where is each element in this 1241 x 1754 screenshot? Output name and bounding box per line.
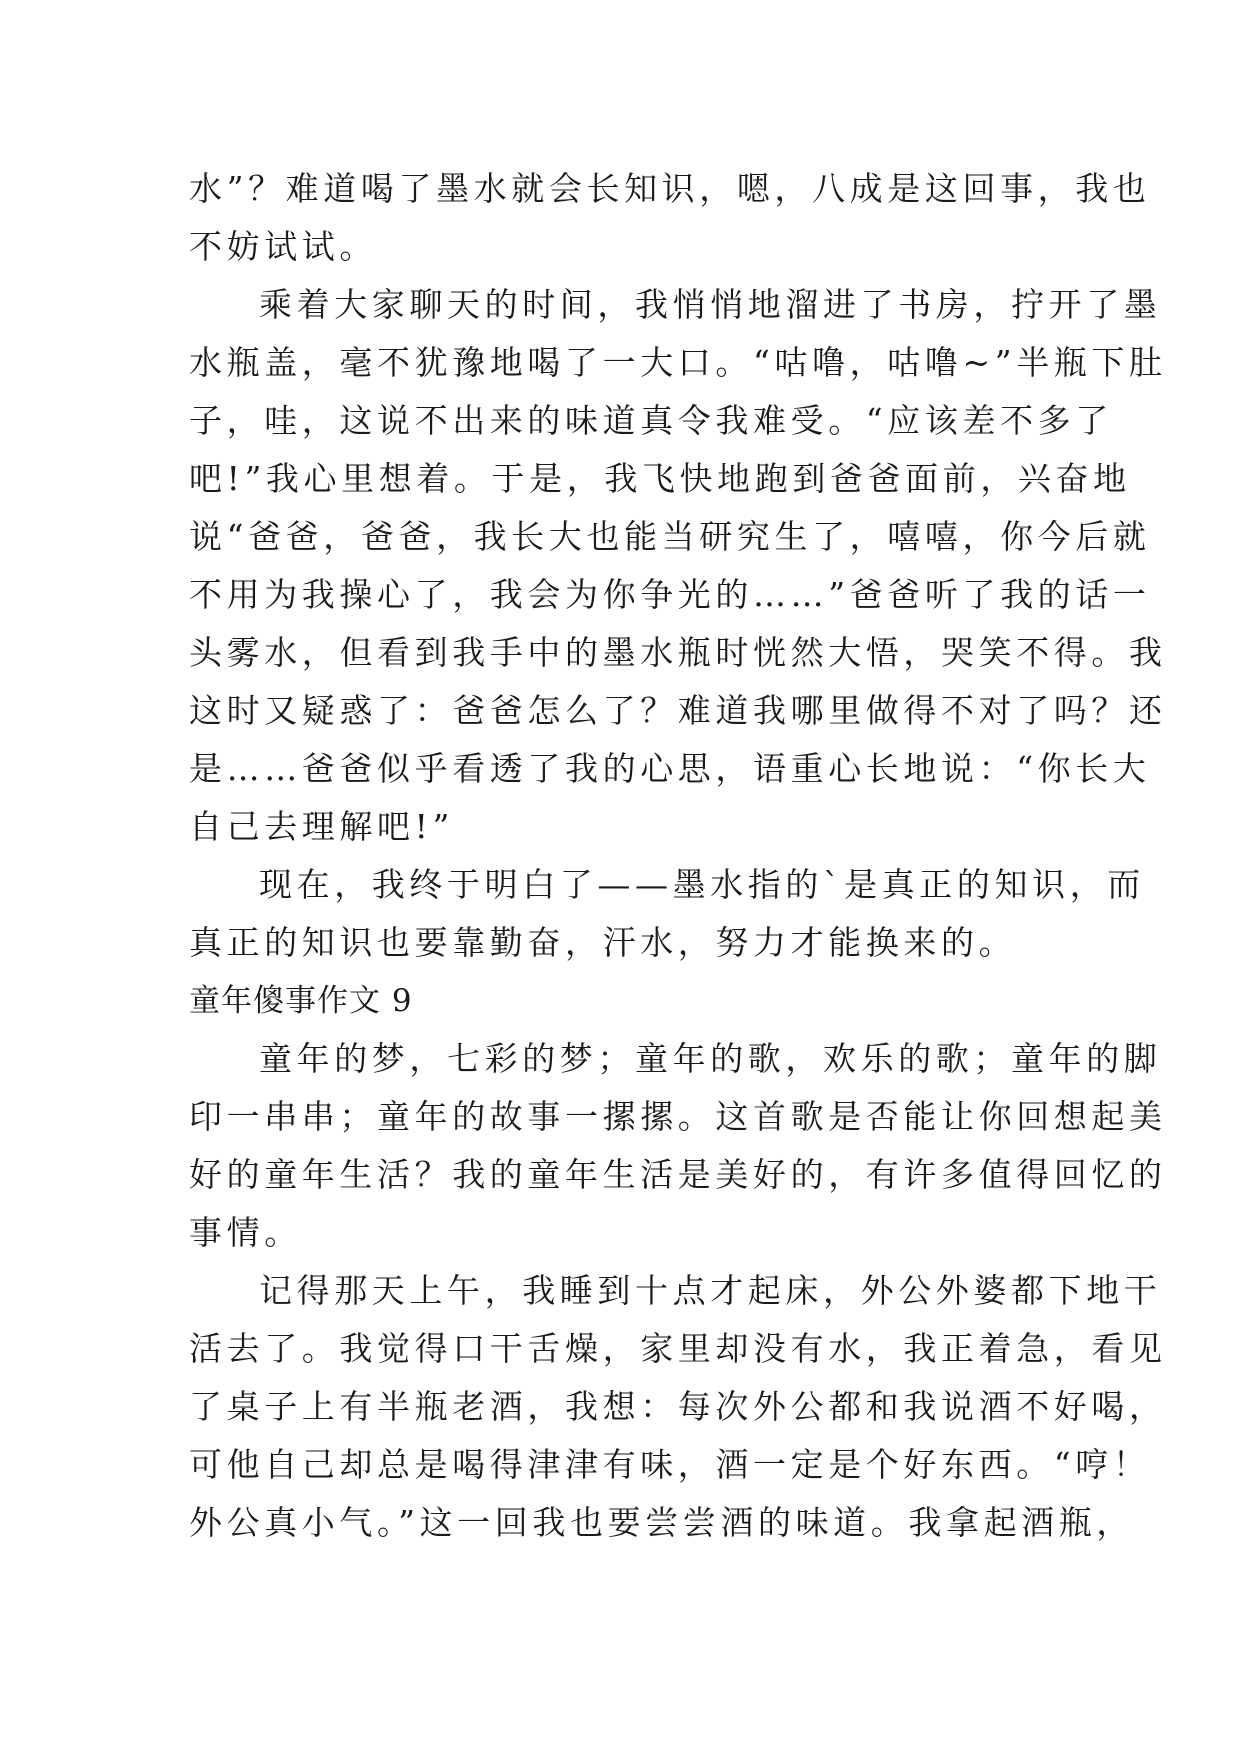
- text-line: 吧!”我心里想着。于是，我飞快地跑到爸爸面前，兴奋地: [189, 459, 1131, 498]
- text-line: 头雾水，但看到我手中的墨水瓶时恍然大悟，哭笑不得。我: [189, 633, 1167, 672]
- text-line: 活去了。我觉得口干舌燥，家里却没有水，我正着急，看见: [189, 1329, 1167, 1368]
- text-line: 不妨试试。: [189, 227, 377, 266]
- text-line: 印一串串；童年的故事一摞摞。这首歌是否能让你回想起美: [189, 1097, 1167, 1136]
- text-line: 童年的梦，七彩的梦；童年的歌，欢乐的歌；童年的脚: [259, 1039, 1162, 1078]
- text-line: 真正的知识也要靠勤奋，汗水，努力才能换来的。: [189, 923, 1017, 962]
- text-line: 自己去理解吧!”: [189, 807, 454, 846]
- text-line: 外公真小气。”这一回我也要尝尝酒的味道。我拿起酒瓶，: [189, 1503, 1134, 1542]
- text-line: 乘着大家聊天的时间，我悄悄地溜进了书房，拧开了墨: [259, 285, 1162, 324]
- text-line: 子，哇，这说不出来的味道真令我难受。“应该差不多了: [189, 401, 1113, 440]
- text-line: 可他自己却总是喝得津津有味，酒一定是个好东西。“哼！: [189, 1445, 1151, 1484]
- text-line: 现在，我终于明白了——墨水指的`是真正的知识，而: [259, 865, 1145, 904]
- section-heading: 童年傻事作文 9: [189, 983, 413, 1019]
- text-line: 了桌子上有半瓶老酒，我想：每次外公都和我说酒不好喝，: [189, 1387, 1167, 1426]
- text-line: 这时又疑惑了：爸爸怎么了？难道我哪里做得不对了吗？还: [189, 691, 1167, 730]
- text-line: 不用为我操心了，我会为你争光的……”爸爸听了我的话一: [189, 575, 1151, 614]
- text-line: 事情。: [189, 1213, 302, 1252]
- text-line: 记得那天上午，我睡到十点才起床，外公外婆都下地干: [259, 1271, 1162, 1310]
- text-line: 好的童年生活？我的童年生活是美好的，有许多值得回忆的: [189, 1155, 1167, 1194]
- text-line: 水瓶盖，毫不犹豫地喝了一大口。“咕噜，咕噜~”半瓶下肚: [189, 343, 1167, 382]
- document-body: [189, 160, 1167, 1552]
- text-line: 说“爸爸，爸爸，我长大也能当研究生了，嘻嘻，你今后就: [189, 517, 1151, 556]
- text-line: 是……爸爸似乎看透了我的心思，语重心长地说：“你长大: [189, 749, 1151, 788]
- text-line: 水”？难道喝了墨水就会长知识，嗯，八成是这回事，我也: [189, 169, 1151, 208]
